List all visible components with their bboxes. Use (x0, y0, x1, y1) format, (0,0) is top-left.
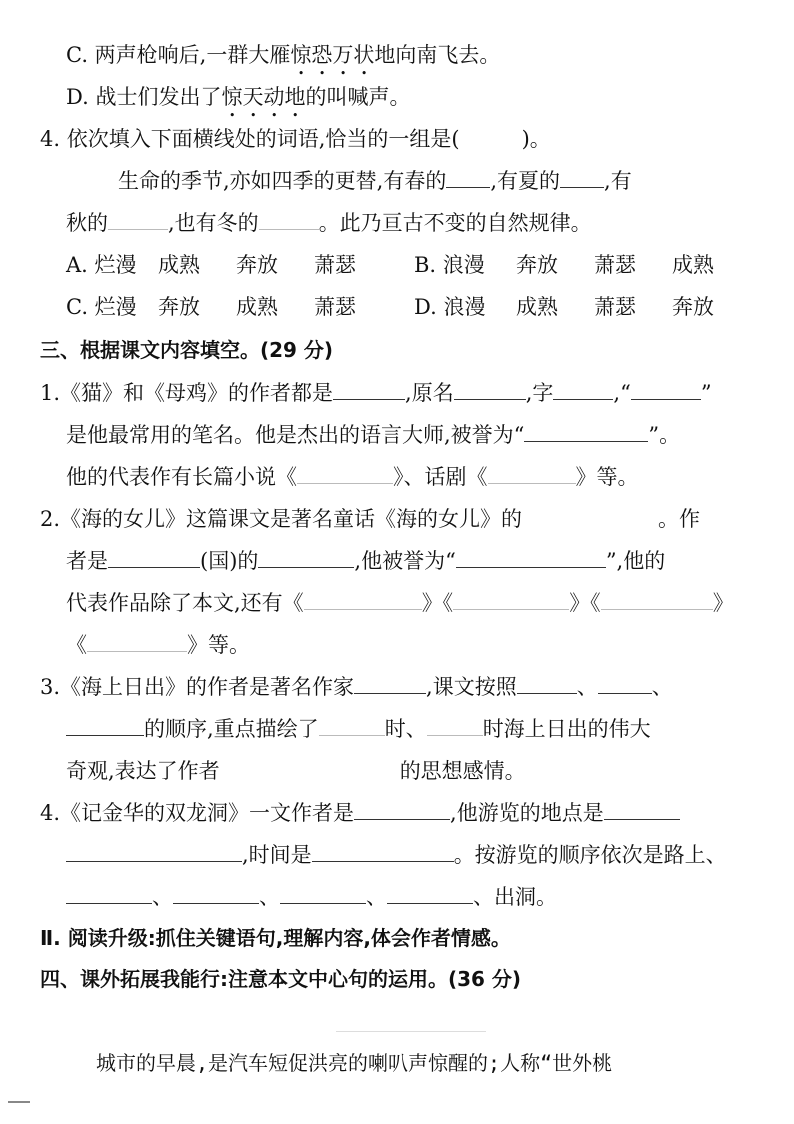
blank[interactable] (524, 421, 648, 442)
question-4-stem (40, 124, 551, 154)
s3-text: 。按游览的顺序依次是路上、 (453, 843, 727, 867)
option-a-word-2: 成熟 (158, 253, 200, 277)
option-c-text-end: 地向南飞去。 (374, 43, 501, 67)
blank[interactable] (297, 463, 393, 484)
option-c-word-1[interactable]: C. 烂漫 (66, 295, 137, 319)
section-3-title: 三、根据课文内容填空。(29 分) (40, 338, 334, 362)
option-c (66, 40, 500, 80)
s3-text: 、 (152, 885, 173, 909)
passage-text: ,有 (604, 169, 632, 193)
s3-text: ,时间是 (242, 843, 312, 867)
blank[interactable] (354, 799, 450, 820)
s3-q3-line-3 (66, 756, 526, 786)
blank[interactable] (319, 715, 385, 736)
s3-text: (国)的 (200, 549, 259, 573)
blank[interactable] (108, 547, 200, 568)
option-a-word-4: 萧瑟 (314, 253, 356, 277)
s3-q1-line-2 (66, 420, 680, 450)
s3-text: 》《 (569, 591, 601, 615)
option-c-word-4: 萧瑟 (314, 295, 356, 319)
s3-text: ” (700, 381, 712, 405)
question-4-text-end: )。 (521, 127, 551, 151)
blank[interactable] (333, 379, 405, 400)
s3-text: 、出洞。 (473, 885, 557, 909)
divider-line (336, 1031, 486, 1032)
option-d-emphasis: 惊天动地 (221, 85, 306, 109)
option-d-word-3: 萧瑟 (594, 295, 636, 319)
option-c-text: C. 两声枪响后,一群大雁 (66, 43, 291, 67)
blank[interactable] (604, 799, 680, 820)
s3-text: ”。 (648, 423, 681, 447)
s3-text: 者是 (66, 549, 108, 573)
option-d (66, 82, 410, 122)
s3-q3-line-1 (40, 672, 673, 702)
options-row-cd (66, 292, 714, 322)
passage-text: 生命的季节,亦如四季的更替,有春的 (118, 169, 447, 193)
s3-text: 代表作品除了本文,还有《 (66, 591, 304, 615)
s3-text: 时海上日出的伟大 (482, 717, 651, 741)
s3-text: ,原名 (405, 381, 454, 405)
s3-text: 、 (576, 675, 598, 699)
s3-q2-line-2 (66, 546, 665, 576)
s3-text: 时、 (384, 717, 427, 741)
s3-text: 《 (66, 633, 87, 657)
option-d-word-1[interactable]: D. 浪漫 (414, 295, 486, 319)
blank[interactable] (427, 715, 483, 736)
s3-q4-line-3 (66, 882, 557, 912)
option-c-word-2: 奔放 (158, 295, 200, 319)
corner-mark (8, 1101, 30, 1103)
option-b-word-2: 奔放 (516, 253, 558, 277)
blank[interactable] (66, 715, 144, 736)
s3-text: 》 (712, 591, 734, 615)
s3-text: 的思想感情。 (399, 759, 526, 783)
blank[interactable] (553, 379, 613, 400)
s3-text: 、 (366, 885, 387, 909)
s3-text: 他的代表作有长篇小说《 (66, 465, 297, 489)
option-b-word-1[interactable]: B. 浪漫 (414, 253, 485, 277)
s3-text: 奇观,表达了作者 (66, 759, 220, 783)
blank[interactable] (304, 589, 422, 610)
blank[interactable] (488, 463, 576, 484)
blank[interactable] (598, 673, 652, 694)
s3-text: 。作 (658, 507, 701, 531)
blank[interactable] (354, 673, 426, 694)
reading-first-line: 城市的早晨,是汽车短促洪亮的喇叭声惊醒的;人称“世外桃 (96, 1051, 613, 1075)
s3-text: 、 (259, 885, 280, 909)
passage-text: 秋的 (66, 211, 108, 235)
blank[interactable] (446, 167, 490, 188)
blank[interactable] (560, 167, 604, 188)
option-c-emphasis: 惊恐万状 (290, 43, 375, 67)
s3-q1-line-1 (40, 378, 712, 408)
blank[interactable] (280, 883, 366, 904)
s3-text: 、 (651, 675, 673, 699)
blank[interactable] (312, 841, 454, 862)
section-4-title: 四、课外拓展我能行:注意本文中心句的运用。(36 分) (40, 967, 522, 991)
blank[interactable] (454, 379, 526, 400)
s3-q2-line-4 (66, 630, 250, 660)
s3-q4-line-1 (40, 798, 680, 828)
blank[interactable] (387, 883, 473, 904)
s3-text: 1.《猫》和《母鸡》的作者都是 (40, 381, 334, 405)
option-c-word-3: 成熟 (236, 295, 278, 319)
blank[interactable] (601, 589, 713, 610)
s3-text: ”,他的 (605, 549, 666, 573)
s3-text: ,他被誉为“ (354, 549, 456, 573)
option-b-word-3: 萧瑟 (594, 253, 636, 277)
s3-text: ,课文按照 (426, 675, 517, 699)
passage-text: 。此乃亘古不变的自然规律。 (318, 211, 592, 235)
blank[interactable] (456, 547, 606, 568)
blank[interactable] (259, 209, 319, 230)
option-d-text: D. 战士们发出了 (66, 85, 222, 109)
part-2-title: Ⅱ. 阅读升级:抓住关键语句,理解内容,体会作者情感。 (40, 926, 511, 950)
passage-line-2 (66, 208, 592, 238)
s3-q3-line-2 (66, 714, 651, 744)
blank[interactable] (66, 841, 242, 862)
s3-text: 是他最常用的笔名。他是杰出的语言大师,被誉为“ (66, 423, 525, 447)
blank[interactable] (631, 379, 701, 400)
s3-text: ,字 (525, 381, 554, 405)
s3-text: 》、话剧《 (393, 465, 488, 489)
s3-text: ,“ (613, 381, 631, 405)
question-4-text: 4. 依次填入下面横线处的词语,恰当的一组是( (40, 127, 460, 151)
option-a-word-1[interactable]: A. 烂漫 (66, 253, 137, 277)
s3-q4-line-2 (66, 840, 727, 870)
options-row-ab (66, 250, 714, 280)
blank[interactable] (66, 883, 152, 904)
s3-q2-line-1 (40, 504, 700, 534)
s3-text: 》等。 (575, 465, 639, 489)
s3-text: 4.《记金华的双龙洞》一文作者是 (40, 801, 355, 825)
option-d-text-end: 的叫喊声。 (305, 85, 411, 109)
option-b-word-4: 成熟 (672, 253, 714, 277)
blank[interactable] (87, 631, 187, 652)
s3-q2-line-3 (66, 588, 734, 618)
option-d-word-4: 奔放 (672, 295, 714, 319)
passage-text: ,有夏的 (490, 169, 561, 193)
option-d-word-2: 成熟 (516, 295, 558, 319)
s3-text: ,他游览的地点是 (450, 801, 604, 825)
option-a-word-3: 奔放 (236, 253, 278, 277)
passage-line-1 (118, 166, 632, 196)
blank[interactable] (453, 589, 569, 610)
blank[interactable] (108, 209, 168, 230)
s3-text: 的顺序,重点描绘了 (144, 717, 319, 741)
s3-text: 》《 (421, 591, 454, 615)
blank[interactable] (517, 673, 577, 694)
s3-text: 》等。 (187, 633, 250, 657)
blank[interactable] (258, 547, 354, 568)
passage-text: ,也有冬的 (168, 211, 259, 235)
s3-q1-line-3 (66, 462, 639, 492)
s3-text: 3.《海上日出》的作者是著名作家 (40, 675, 355, 699)
s3-text: 2.《海的女儿》这篇课文是著名童话《海的女儿》的 (40, 507, 523, 531)
blank[interactable] (173, 883, 259, 904)
